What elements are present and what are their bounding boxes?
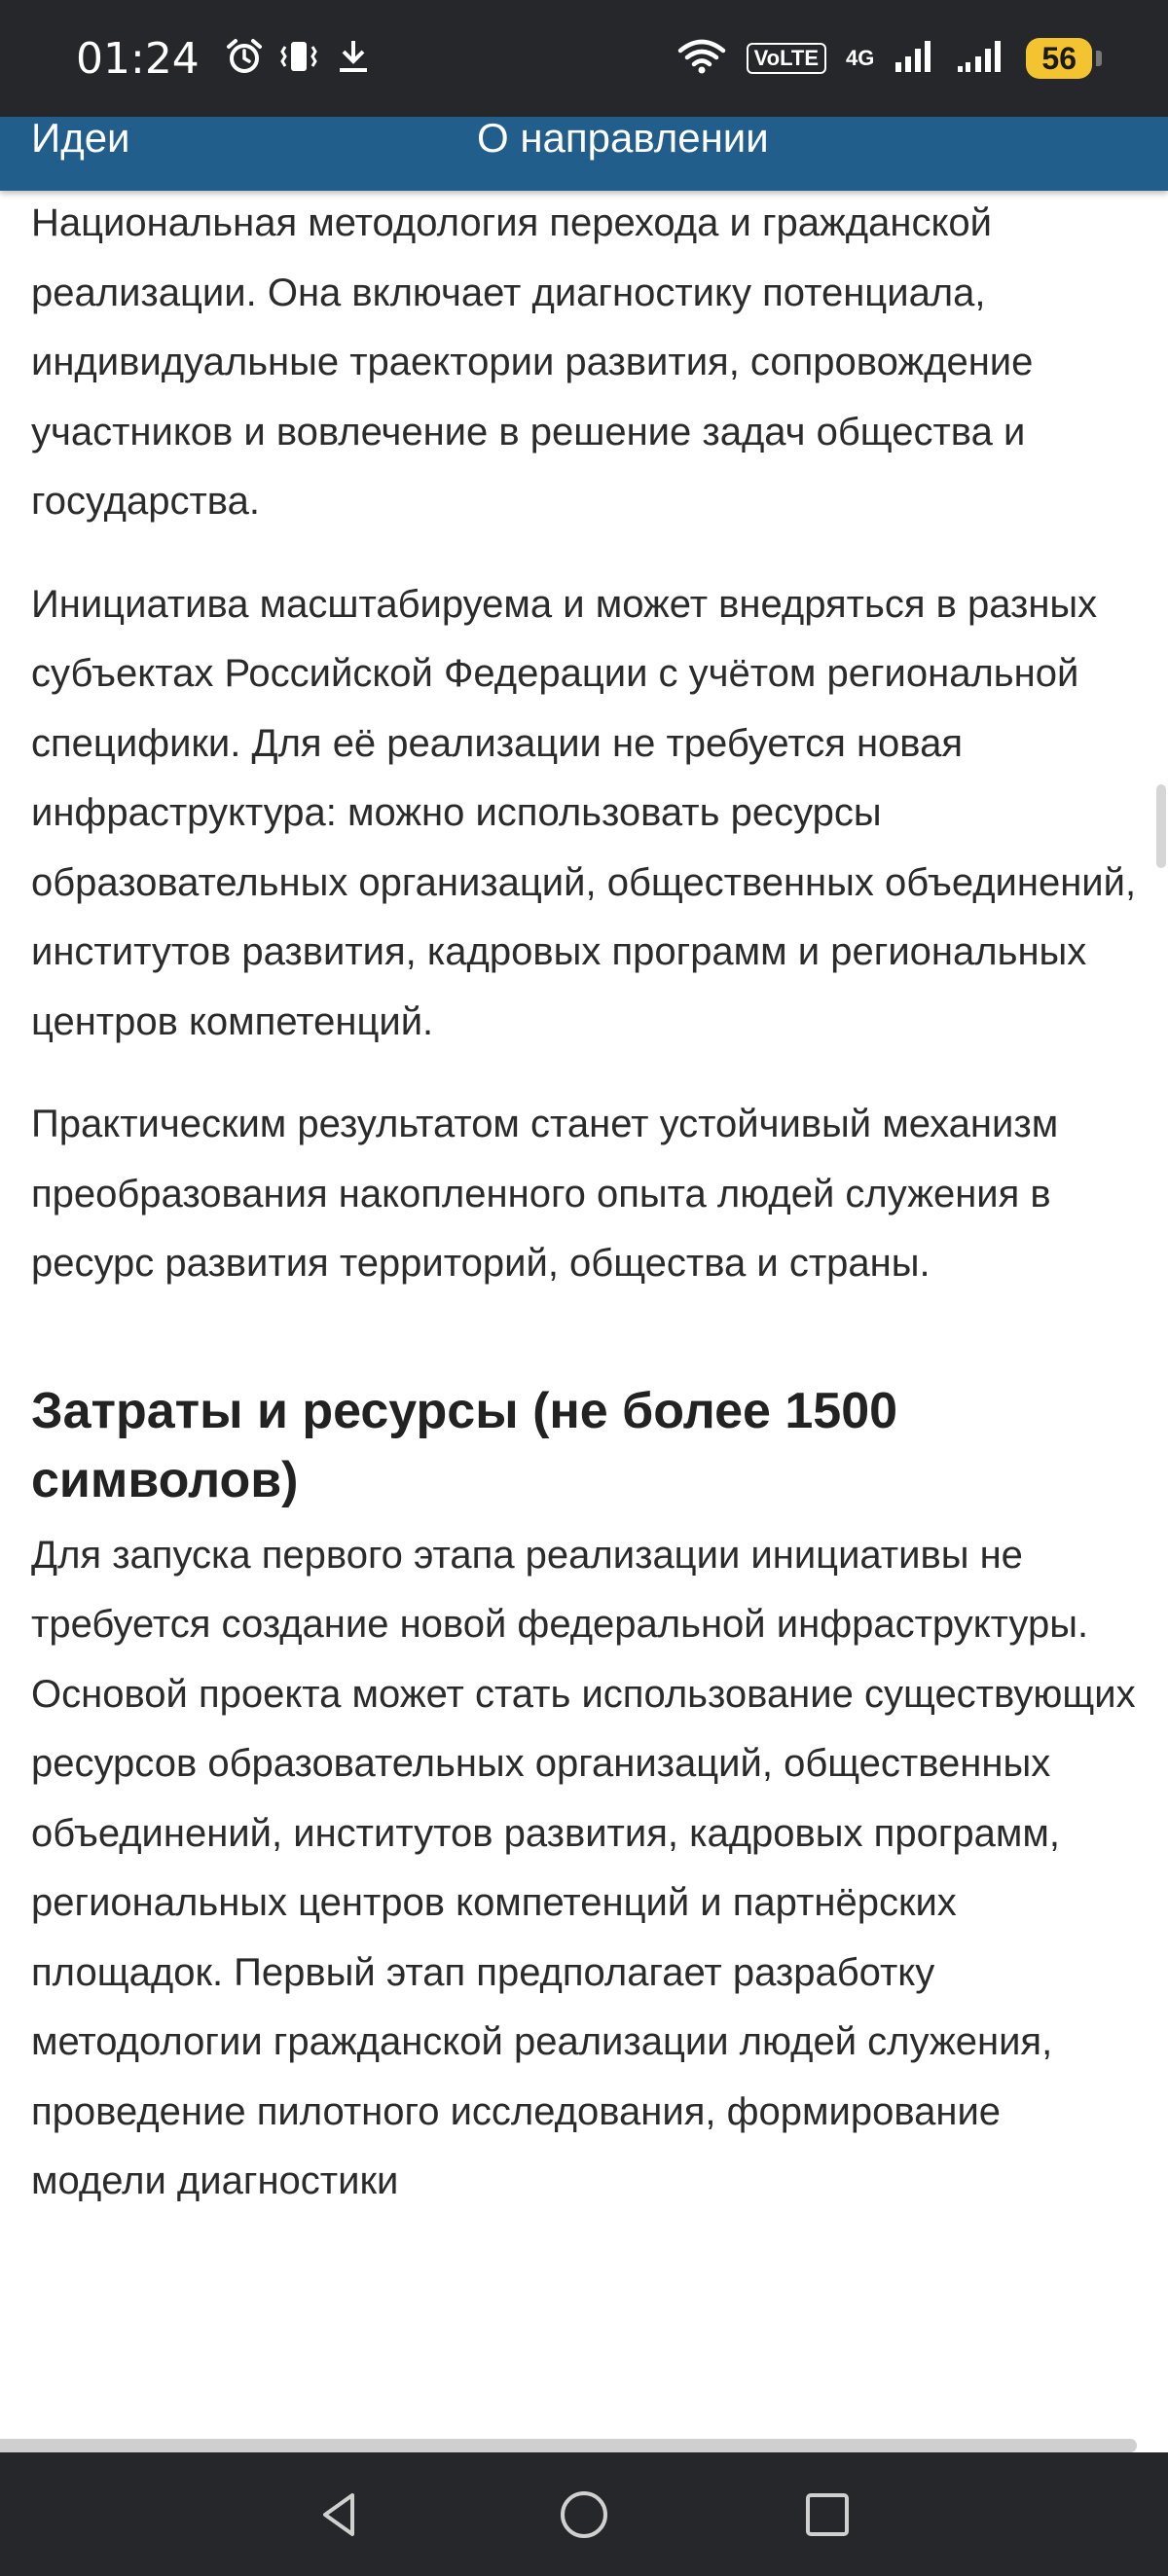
paragraph-scalability: Инициатива масштабируема и может внедряться в разных субъектах Российской Федерации с учётом региональной специфики. Для её реализации не требуется новая инфраструктура: можно использовать ресурсы образовательных организаций, общественных объединений, институтов развития, кадровых программ и региональных центров компетенций. — [31, 582, 1137, 1043]
system-navigation-bar — [0, 2452, 1168, 2576]
paragraph-costs: Для запуска первого этапа реализации инициативы не требуется создание новой федеральной инфраструктуры. Основой проекта может стать использование существующих ресурсов образовательных организаций, общественных объединений, институтов развития, кадровых программ, региональных центров компетенций и партнёрских площадок. Первый этап предполагает разработку методологии гражданской реализации людей служения, проведение пилотного исследования, формирование модели диагностики — [31, 1533, 1136, 2202]
status-icons-left — [225, 37, 373, 81]
recent-apps-icon — [800, 2487, 855, 2542]
article-content[interactable] — [31, 191, 1141, 2439]
nav-item-ideas[interactable]: Идеи — [31, 117, 130, 161]
vertical-scrollbar[interactable] — [1154, 191, 1168, 2439]
article-body — [31, 191, 1141, 2250]
back-button[interactable] — [310, 2484, 372, 2546]
scrollbar-thumb[interactable] — [1156, 784, 1166, 868]
vibrate-icon — [277, 37, 320, 81]
status-left — [76, 34, 373, 84]
top-nav-bar — [0, 117, 1168, 191]
paragraph-result: Практическим результатом станет устойчивый механизм преобразования накопленного опыта людей служения в ресурс развития территорий, общества и страны. — [31, 1103, 1059, 1285]
status-time: 01:24 — [76, 33, 200, 84]
section-heading-costs: Затраты и ресурсы (не более 1500 символов) — [31, 1382, 898, 1508]
nav-item-about[interactable]: О направлении — [477, 117, 769, 161]
status-right — [676, 37, 1092, 81]
wifi-icon — [676, 37, 727, 81]
horizontal-scroll-indicator — [0, 2439, 1137, 2452]
home-icon — [557, 2487, 611, 2542]
home-button[interactable] — [553, 2484, 615, 2546]
signal-icon — [956, 39, 1006, 79]
volte-icon: VoLTE — [747, 43, 826, 74]
recent-apps-button[interactable] — [796, 2484, 858, 2546]
alarm-icon — [225, 37, 264, 81]
battery-indicator: 56 — [1026, 38, 1092, 79]
back-icon — [313, 2487, 368, 2542]
paragraph-methodology: Национальная методология перехода и гражданской реализации. Она включает диагностику потенциала, индивидуальные траектории развития, сопровождение участников и вовлечение в решение задач общества и государства. — [31, 201, 1034, 523]
download-icon — [334, 37, 373, 81]
signal-icon — [894, 39, 936, 79]
network-type-label: 4G — [846, 46, 875, 70]
status-bar — [0, 0, 1168, 117]
